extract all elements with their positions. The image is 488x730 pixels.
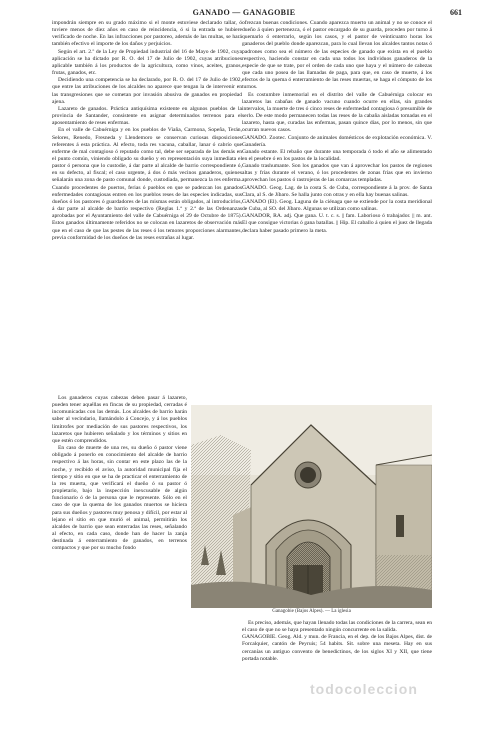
dictionary-entry: GANAGOBIE. Geog. Ald. y mun. de Francia, en el dep. de los Bajos Alpes, dist. de Forcalquier, cantón de Peyruis; 54 habits. Sit. sobre una meseta. Hay en sus cercanías un antiguo convento de benedictinos, de los siglos XI y XII, que tiene portada notable. [242, 634, 432, 662]
watermark: todocoleccion [310, 681, 418, 697]
paragraph: impondrán siempre en su grado máximo si el monte estuviese declarado tallar, ó tuviere menos de diez años en caso de reincidencia, ó si la entrada se hubiere verificado de noche. En las infracciones por pastoreo, además de las multas, se hará también efectivo el importe de los daños y perjuicios. [52, 20, 242, 48]
paragraph: Lazareto de ganados. Práctica antiquísima existente en algunos pueblos de la provincia de Santander, consistente en asignar determinados terrenos para el aposentamiento de reses enfermas. [52, 105, 242, 127]
right-column-bottom [242, 620, 432, 690]
paragraph: Los ganaderos cuyas cabezas deben pasar á lazareto, pueden tener aquéllas en fincas de su propiedad, cerradas é incomunicadas con las demás. Los alcaldes de barrio harán saber al vecindario, llamándolo á Concejo, y á los pueblos limítrofes por mediación de sus pastores respectivos, los lazaretos que hubieren señalado y los términos y sitios en que estén comprendidos. [52, 395, 187, 444]
paragraph: En el valle de Cabuérniga y en los pueblos de Viaña, Carmona, Sopeña, Terán, Selores, Renedo, Fresneda y Llendemoro se conservan curiosas disposiciones referentes á esta práctica. Al efecto, toda res vacuna, caballar, lanar ó cabrío que enferme de mal contagioso ó reputado como tal, debe ser separada de las demás en el punto común, viniendo obligado su dueño y en representación suya inmediata el pastor ó persona que lo custodie, á dar parte al alcalde de barrio correspondiente ó, en su defecto, al fiscal; el caso urgente, á dos ó más vecinos ganaderos, quienes señalarán una zona de pasto comunal donde, custodiada, permanezca la res enferma. Cuando procedentes de puertos, ferias ó pueblos en que se padezcan los ganados enfermedades contagiosas entren en los pueblos reses de las especies indicadas, sus dueños ó los pastores ó guardadores de las mismas están obligados, al introducirlos, á dar parte al alcalde de barrio respectivo (Reglas 1.ª y 2.ª de las Ordenanzas aprobadas por el Ayuntamiento del valle de Cabuérniga el 29 de Octubre de 1875). Estos ganados últimamente referidos no se colocan en lazaretos de observación más que en el caso de que las pestes de las reses ó los temores proporciones alarmantes, previa conformidad de los dueños de las reses extrañas al lugar. [52, 127, 242, 241]
illustration-caption: Ganagobie (Bajos Alpes). — La iglesia [272, 609, 351, 614]
header-title: GANADO — GANAGOBIE [192, 8, 296, 17]
dictionary-entry: GANADO. Zootec. Conjunto de animales domésticos de explotación económica. V. Ganadería. [242, 134, 432, 148]
left-column-top [52, 20, 242, 395]
page-number: 661 [450, 8, 462, 17]
paragraph: En caso de muerte de una res, su dueño ó pastor viene obligado á ponerlo en conocimiento del alcalde de barrio respectivo á las horas, sin contar en este plazo las de la noche, y recibido el aviso, la autoridad municipal fija el tiempo y sitio en que se ha de practicar el enterramiento de la res muerta, que verificará el dueño ó su pastor ó propietario, bajo la inspección inexcusable de algún funcionario ó de la persona que le represente. Sólo en el caso de que la quema de los ganados muertos se hiciera para sus dueños y pastores muy penosa y difícil, por estar al lejano el sitio en que murió el animal, permitirán los alcaldes de barrio que sean enterradas las reses, señalando al efecto, en cada caso, donde han de hacer la zanja destinada á enterramiento de ganados, en terrenos compactos y que por su mucho fondo [52, 445, 187, 552]
dictionary-entry: GANADOR, RA. adj. Que gana. U. t. c. s. || fam. Laborioso ó trabajador. || m. ant. El que consigue victorias ó gana batallas. || Hip. El caballo á quien el juez de llegada declara haber pasado primero la meta. [242, 213, 432, 234]
church-engraving [191, 405, 432, 608]
paragraph: Es preciso, además, que hayan llenado todas las condiciones de la carrera, sean en el caso de que no se haya presentado ningún concurrente en la salida. [242, 620, 432, 634]
dictionary-entry: GANADO (El). Geog. Laguna de la ciénaga que se extiende por la costa meridional de Cuba, al SO. del Jíbaro. Algunas se utilizan como salinas. [242, 198, 432, 213]
right-column-top [242, 20, 432, 400]
paragraph: Decidiendo una competencia se ha declarado, por R. O. del 17 de Julio de 1902, que entre las atribuciones de los alcaldes no aparece que tengan la de intervenir en las transgresiones que se cometan por invasión abusiva de ganados en propiedad ajena. [52, 77, 242, 105]
paragraph: ofrezcan buenas condiciones. Cuando aparezca muerto un animal y no se conoce el dueño á quien pertenezca, ó el pastor encargado de su guarda, proceden por turno á quemarlo ó enterrarlo, según los casos, y el pastor de veinticuatro horas los ganaderos del pueblo donde aparezcan, para lo cual llevan los alcaldes tantos notas ó padrones como sea el número de las especies de ganado que exista en el pueblo respectivo, haciendo constar en cada una todos los individuos ganaderos de la especie de que se trate, por el orden de cada uno que haya y el número de cabezas que cada uno posea de las llamadas de paga, para que, en caso de muerte, á los efectos de la quema ó enterramiento de las reses muertas, se haga el cómputo de los turnos. [242, 20, 432, 91]
church-illustration-svg [191, 405, 432, 608]
left-column-bottom [52, 395, 187, 687]
paragraph: Según el art. 2.º de la Ley de Propiedad industrial del 16 de Mayo de 1902, cuya aplicación se ha dictado por R. O. del 17 de Julio de 1902, cuyas atribuciones aplicable también á los productos de la agricultura, como vinos, aceites, granos, frutas, ganados, etc. [52, 48, 242, 77]
dictionary-entry: Ganado trashumante. Son los ganados que van á aprovechar los pastos de regiones altas y frías durante el verano, ó los procedentes de zonas frías que en invierno aprovechan los pastos ó rastrojeras de las comarcas templadas. [242, 163, 432, 184]
dictionary-entry: Ganado estante. El rebaño que durante una temporada ó todo el año se alimentado en el pesebre ó en los pastos de la localidad. [242, 148, 432, 162]
dictionary-entry: GANADO. Geog. Lag. de la costa S. de Cuba, correspondiente á la prov. de Santa Clara, al S. de Jíbaro. Se halla junto con otras y en ella hay buenas salinas. [242, 184, 432, 198]
paragraph: Es costumbre inmemorial en el distrito del valle de Cabuérniga colocar en lazaretos las cabañas de ganado vacuno cuando ocurre en ellas, sin grandes intervalos, la muerte de tres ó cinco reses de enfermedad contagiosa ó presumible de serlo. De este modo permanecen todas las reses de la cabaña aisladas tomadas en el lazareto, hasta que, curadas las enfermas, pasan quince días, por lo menos, sin que ocurran nuevos casos. [242, 91, 432, 134]
